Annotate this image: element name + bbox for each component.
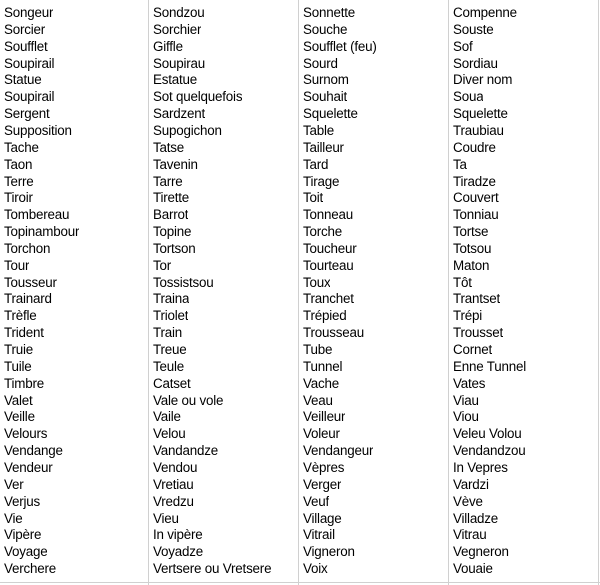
table-cell: Barrot bbox=[153, 207, 189, 223]
table-bottom-border bbox=[0, 582, 600, 583]
table-cell: Tirage bbox=[303, 173, 340, 189]
table-cell: Vendeur bbox=[4, 459, 53, 475]
table-cell: Maton bbox=[453, 257, 490, 273]
table-cell: Sot quelquefois bbox=[153, 89, 243, 105]
table-cell: Ta bbox=[453, 156, 467, 172]
column-divider bbox=[448, 0, 449, 585]
table-cell: Viau bbox=[453, 392, 479, 408]
table-cell: Souste bbox=[453, 21, 494, 37]
table-cell: Voyage bbox=[4, 544, 48, 560]
table-cell: Tonniau bbox=[453, 207, 499, 223]
table-cell: Couvert bbox=[453, 190, 499, 206]
table-cell: Catset bbox=[153, 375, 191, 391]
table-cell: Trépied bbox=[303, 308, 347, 324]
table-cell: Trousseau bbox=[303, 325, 364, 341]
table-cell: Soufflet bbox=[4, 38, 48, 54]
table-cell: Velou bbox=[153, 426, 186, 442]
table-cell: Souche bbox=[303, 21, 348, 37]
table-cell: Vendangeur bbox=[303, 443, 374, 459]
table-cell: Tonneau bbox=[303, 207, 353, 223]
table-cell: Supogichon bbox=[153, 122, 222, 138]
table-cell: Diver nom bbox=[453, 72, 513, 88]
table-cell: Voix bbox=[303, 561, 328, 577]
table-cell: Soupirau bbox=[153, 55, 206, 71]
table-cell: Vieu bbox=[153, 510, 179, 526]
table-cell: Tatse bbox=[153, 139, 185, 155]
table-cell: Tranchet bbox=[303, 291, 354, 307]
table-cell: Voleur bbox=[303, 426, 340, 442]
table-cell: Truie bbox=[4, 342, 34, 357]
table-cell: Surnom bbox=[303, 72, 349, 88]
table-cell: Tourteau bbox=[303, 257, 354, 273]
table-cell: Sordiau bbox=[453, 55, 498, 71]
table-cell: In vipère bbox=[153, 527, 203, 543]
table-cell: Tor bbox=[153, 257, 172, 273]
table-cell: Souhait bbox=[303, 89, 348, 105]
table-cell: Trépi bbox=[453, 308, 483, 324]
table-cell: Vaile bbox=[153, 409, 181, 425]
table-cell: Sergent bbox=[4, 106, 50, 122]
table-cell: Taon bbox=[4, 156, 33, 172]
table-cell: Ver bbox=[4, 476, 24, 492]
table-cell: Trèfle bbox=[4, 308, 37, 324]
table-cell: Toit bbox=[303, 190, 324, 206]
table-cell: Vache bbox=[303, 375, 339, 391]
table-cell: Viou bbox=[453, 409, 479, 425]
table-cell: Torchon bbox=[4, 240, 51, 256]
table-cell: Velours bbox=[4, 426, 48, 442]
table-cell: Supposition bbox=[4, 122, 72, 138]
table-cell: Tard bbox=[303, 156, 329, 172]
table-cell: Trantset bbox=[453, 291, 501, 307]
table-cell: In Vepres bbox=[453, 459, 508, 475]
table-cell: Tiradze bbox=[453, 173, 496, 189]
table-cell: Vendou bbox=[153, 459, 198, 475]
table-cell: Toux bbox=[303, 274, 331, 290]
table-cell: Veuf bbox=[303, 493, 330, 509]
table-cell: Vie bbox=[4, 510, 23, 526]
table-cell: Train bbox=[153, 325, 183, 341]
table-cell: Veleu Volou bbox=[453, 426, 522, 442]
table-cell: Village bbox=[303, 510, 342, 526]
table-cell: Vandandze bbox=[153, 443, 218, 459]
table-cell: Tortse bbox=[453, 224, 489, 240]
table-cell: Veau bbox=[303, 392, 333, 408]
table-cell: Tombereau bbox=[4, 207, 70, 223]
table-cell: Tavenin bbox=[153, 156, 198, 172]
table-cell: Cornet bbox=[453, 342, 492, 357]
table-cell: Vitrail bbox=[303, 527, 335, 543]
table-cell: Soupirail bbox=[4, 55, 55, 71]
table-cell: Timbre bbox=[4, 375, 44, 391]
table-cell: Triolet bbox=[153, 308, 189, 324]
table-cell: Tuile bbox=[4, 358, 32, 374]
table-cell: Torche bbox=[303, 224, 342, 240]
table-cell: Squelette bbox=[453, 106, 508, 122]
column-divider bbox=[598, 0, 599, 585]
table-cell: Sourd bbox=[303, 55, 338, 71]
table-cell: Vendange bbox=[4, 443, 63, 459]
table-cell: Tarre bbox=[153, 173, 183, 189]
table-cell: Table bbox=[303, 122, 335, 138]
table-cell: Trousset bbox=[453, 325, 503, 341]
table-cell: Sardzent bbox=[153, 106, 205, 122]
table-cell: Voyadze bbox=[153, 544, 203, 560]
table-cell: Tôt bbox=[453, 274, 472, 290]
table-cell: Soufflet (feu) bbox=[303, 38, 377, 54]
table-cell: Veille bbox=[4, 409, 35, 425]
column-divider bbox=[298, 0, 299, 585]
table-cell: Sondzou bbox=[153, 5, 205, 20]
table-cell: Tossistsou bbox=[153, 274, 214, 290]
table-cell: Tortson bbox=[153, 240, 196, 256]
table-cell: Vale ou vole bbox=[153, 392, 224, 408]
table-cell: Tailleur bbox=[303, 139, 344, 155]
column-3 bbox=[298, 0, 448, 585]
table-cell: Enne Tunnel bbox=[453, 358, 526, 374]
table-cell: Totsou bbox=[453, 240, 492, 256]
table-cell: Vendandzou bbox=[453, 443, 526, 459]
table-cell: Trainard bbox=[4, 291, 52, 307]
table-cell: Tube bbox=[303, 342, 333, 357]
table-cell: Vève bbox=[453, 493, 483, 509]
table-cell: Songeur bbox=[4, 5, 54, 20]
table-cell: Sof bbox=[453, 38, 473, 54]
table-cell: Trident bbox=[4, 325, 44, 341]
table-cell: Soua bbox=[453, 89, 484, 105]
table-cell: Coudre bbox=[453, 139, 496, 155]
table-cell: Vretiau bbox=[153, 476, 194, 492]
column-1 bbox=[0, 0, 148, 585]
table-cell: Vegneron bbox=[453, 544, 509, 560]
table-cell: Tour bbox=[4, 257, 30, 273]
table-cell: Vredzu bbox=[153, 493, 194, 509]
table-cell: Terre bbox=[4, 173, 34, 189]
table-cell: Estatue bbox=[153, 72, 198, 88]
table-cell: Teule bbox=[153, 358, 185, 374]
table-cell: Vouaie bbox=[453, 561, 493, 577]
table-cell: Topinambour bbox=[4, 224, 80, 240]
table-cell: Compenne bbox=[453, 5, 517, 20]
column-4 bbox=[448, 0, 600, 585]
table-cell: Sorcier bbox=[4, 21, 46, 37]
table-cell: Sonnette bbox=[303, 5, 356, 20]
table-cell: Villadze bbox=[453, 510, 499, 526]
table-cell: Tousseur bbox=[4, 274, 57, 290]
table-cell: Tiroir bbox=[4, 190, 33, 206]
table-cell: Tache bbox=[4, 139, 39, 155]
table-cell: Statue bbox=[4, 72, 42, 88]
table-cell: Verchere bbox=[4, 561, 56, 577]
table-cell: Verjus bbox=[4, 493, 41, 509]
column-divider bbox=[148, 0, 149, 585]
table-cell: Squelette bbox=[303, 106, 358, 122]
table-cell: Tunnel bbox=[303, 358, 343, 374]
column-2 bbox=[148, 0, 298, 585]
table-cell: Vigneron bbox=[303, 544, 355, 560]
table-cell: Verger bbox=[303, 476, 342, 492]
table-cell: Vitrau bbox=[453, 527, 487, 543]
table-cell: Vèpres bbox=[303, 459, 345, 475]
table-cell: Traina bbox=[153, 291, 190, 307]
table-cell: Vertsere ou Vretsere bbox=[153, 561, 272, 577]
table-cell: Tirette bbox=[153, 190, 190, 206]
table-cell: Veilleur bbox=[303, 409, 346, 425]
table-cell: Treue bbox=[153, 342, 187, 357]
table-cell: Sorchier bbox=[153, 21, 202, 37]
table-cell: Valet bbox=[4, 392, 33, 408]
table-cell: Vipère bbox=[4, 527, 42, 543]
table-cell: Topine bbox=[153, 224, 192, 240]
table-cell: Toucheur bbox=[303, 240, 357, 256]
table-cell: Giffle bbox=[153, 38, 183, 54]
table-cell: Soupirail bbox=[4, 89, 55, 105]
table-cell: Traubiau bbox=[453, 122, 504, 138]
table-cell: Vates bbox=[453, 375, 486, 391]
table-cell: Vardzi bbox=[453, 476, 489, 492]
